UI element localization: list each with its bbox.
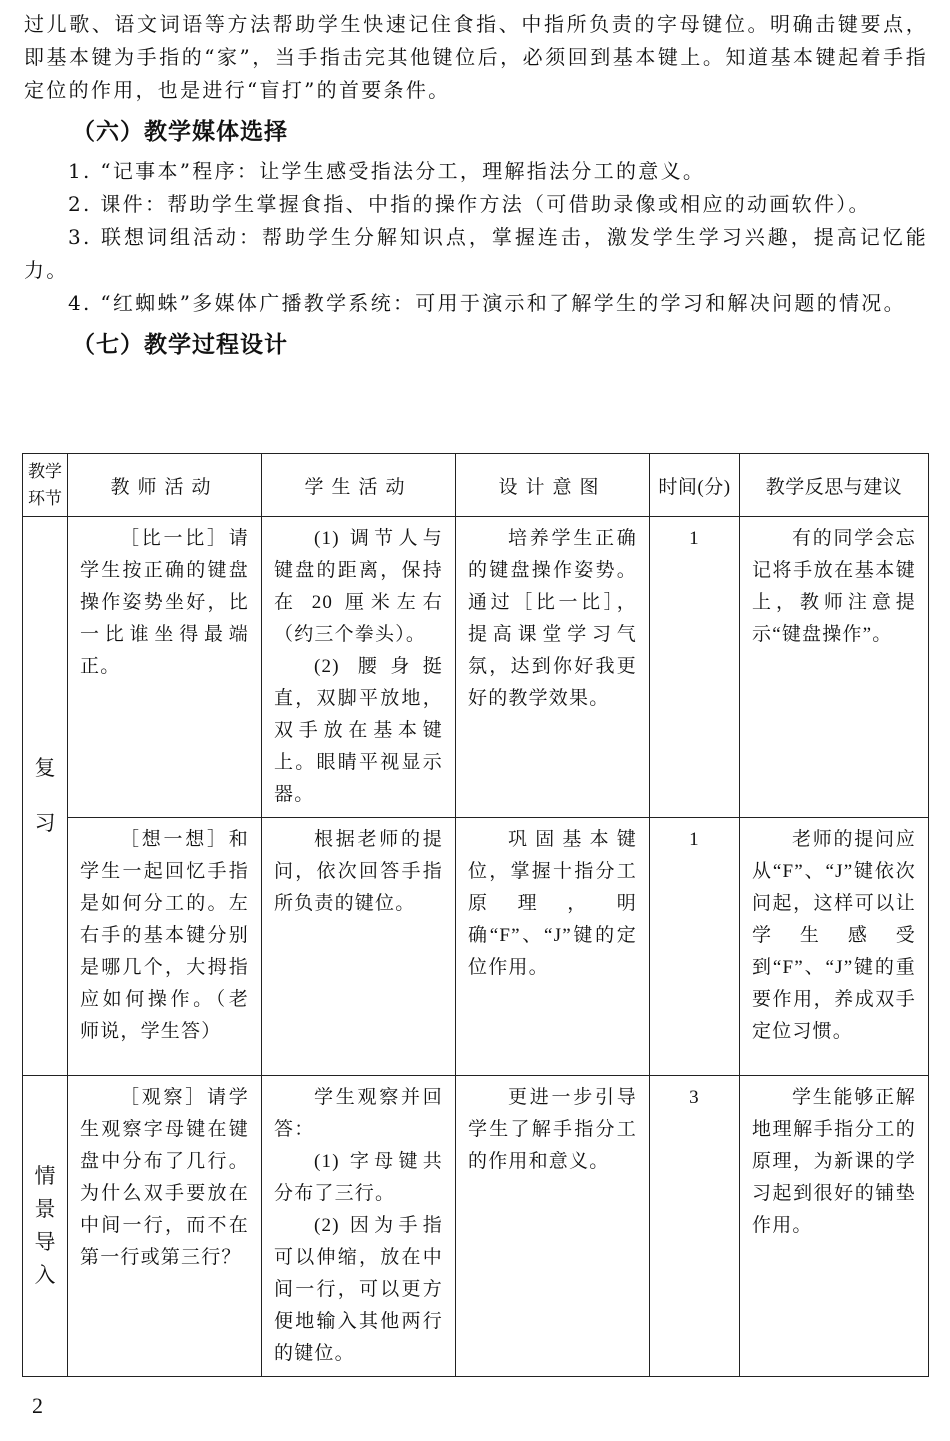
media-item-4: 4. “红蜘蛛”多媒体广播教学系统：可用于演示和了解学生的学习和解决问题的情况。 bbox=[68, 291, 906, 315]
page-number: 2 bbox=[32, 1393, 43, 1418]
section-char: 入 bbox=[34, 1263, 56, 1287]
time-cell bbox=[650, 1076, 740, 1377]
header-section-line2: 环节 bbox=[28, 489, 62, 508]
teacher-activity-cell bbox=[68, 1076, 262, 1377]
time-cell bbox=[650, 517, 740, 818]
student-activity: 学生观察并回答： bbox=[274, 1087, 443, 1140]
student-activity: (1) 字母键共分布了三行。 bbox=[274, 1151, 443, 1204]
section-scenario-intro bbox=[23, 1076, 68, 1377]
reflection: 老师的提问应从“F”、“J”键依次问起，这样可以让学生感受到“F”、“J”键的重要作用，养成双手定位习惯。 bbox=[752, 829, 916, 1042]
table-row bbox=[23, 517, 929, 818]
design-intent-cell bbox=[456, 1076, 650, 1377]
reflection: 有的同学会忘记将手放在基本键上，教师注意提示“键盘操作”。 bbox=[752, 528, 916, 645]
reflection-cell bbox=[740, 517, 929, 818]
intro-paragraph: 过儿歌、语文词语等方法帮助学生快速记住食指、中指所负责的字母键位。明确击键要点，即基本键为手指的“家”，当手指击完其他键位后，必须回到基本键上。知道基本键起着手指定位的作用，也是进行“盲打”的首要条件。 bbox=[24, 12, 928, 102]
student-activity: 根据老师的提问，依次回答手指所负责的键位。 bbox=[274, 829, 443, 914]
reflection-cell bbox=[740, 1076, 929, 1377]
media-heading: （六）教学媒体选择 bbox=[72, 119, 288, 145]
section-review bbox=[23, 517, 68, 1076]
student-activity: (1) 调节人与键盘的距离，保持在 20 厘米左右（约三个拳头）。 bbox=[274, 528, 443, 645]
header-teacher: 教师活动 bbox=[68, 454, 262, 517]
teacher-activity: ［想一想］和学生一起回忆手指是如何分工的。左右手的基本键分别是哪几个，大拇指应如何操作。（老师说，学生答） bbox=[80, 829, 249, 1042]
design-intent: 巩固基本键位，掌握十指分工原理，明确“F”、“J”键的定位作用。 bbox=[468, 829, 637, 978]
teacher-activity: ［比一比］请学生按正确的键盘操作姿势坐好，比一比谁坐得最端正。 bbox=[80, 528, 249, 677]
media-item-3: 3. 联想词组活动：帮助学生分解知识点，掌握连击，激发学生学习兴趣，提高记忆能力。 bbox=[24, 225, 928, 282]
section-char: 景 bbox=[34, 1197, 56, 1221]
time-value: 3 bbox=[689, 1087, 700, 1108]
header-section-line1: 教学 bbox=[28, 462, 62, 481]
section-char: 导 bbox=[34, 1230, 56, 1254]
time-cell bbox=[650, 818, 740, 1076]
table-header-row bbox=[23, 454, 929, 517]
time-value: 1 bbox=[689, 528, 700, 549]
table-row bbox=[23, 1076, 929, 1377]
design-intent: 培养学生正确的键盘操作姿势。通过［比一比］，提高课堂学习气氛，达到你好我更好的教学效果。 bbox=[468, 528, 637, 709]
table-row bbox=[23, 818, 929, 1076]
header-student: 学生活动 bbox=[262, 454, 456, 517]
student-activity-cell bbox=[262, 517, 456, 818]
section-char: 复 bbox=[34, 756, 56, 780]
header-design: 设计意图 bbox=[456, 454, 650, 517]
media-item-2: 2. 课件：帮助学生掌握食指、中指的操作方法（可借助录像或相应的动画软件）。 bbox=[68, 192, 871, 216]
process-heading: （七）教学过程设计 bbox=[72, 332, 288, 358]
teacher-activity-cell bbox=[68, 818, 262, 1076]
media-item-1: 1. “记事本”程序：让学生感受指法分工，理解指法分工的意义。 bbox=[68, 159, 706, 183]
student-activity-cell bbox=[262, 818, 456, 1076]
reflection-cell bbox=[740, 818, 929, 1076]
section-char: 情 bbox=[34, 1164, 56, 1188]
design-intent-cell bbox=[456, 818, 650, 1076]
student-activity: (2) 腰身挺直，双脚平放地，双手放在基本键上。眼睛平视显示器。 bbox=[274, 656, 443, 805]
header-reflection: 教学反思与建议 bbox=[740, 454, 929, 517]
teacher-activity: ［观察］请学生观察字母键在键盘中分布了几行。为什么双手要放在中间一行，而不在第一行或第三行？ bbox=[80, 1087, 249, 1268]
reflection: 学生能够正解地理解手指分工的原理，为新课的学习起到很好的铺垫作用。 bbox=[752, 1087, 916, 1236]
header-time: 时间(分) bbox=[650, 454, 740, 517]
section-char: 习 bbox=[34, 811, 56, 835]
design-intent: 更进一步引导学生了解手指分工的作用和意义。 bbox=[468, 1087, 637, 1172]
time-value: 1 bbox=[689, 829, 700, 850]
student-activity: (2) 因为手指可以伸缩，放在中间一行，可以更方便地输入其他两行的键位。 bbox=[274, 1215, 443, 1364]
student-activity-cell bbox=[262, 1076, 456, 1377]
document-page bbox=[24, 8, 928, 368]
header-section bbox=[23, 454, 68, 517]
teaching-process-table bbox=[22, 453, 929, 1377]
design-intent-cell bbox=[456, 517, 650, 818]
teacher-activity-cell bbox=[68, 517, 262, 818]
